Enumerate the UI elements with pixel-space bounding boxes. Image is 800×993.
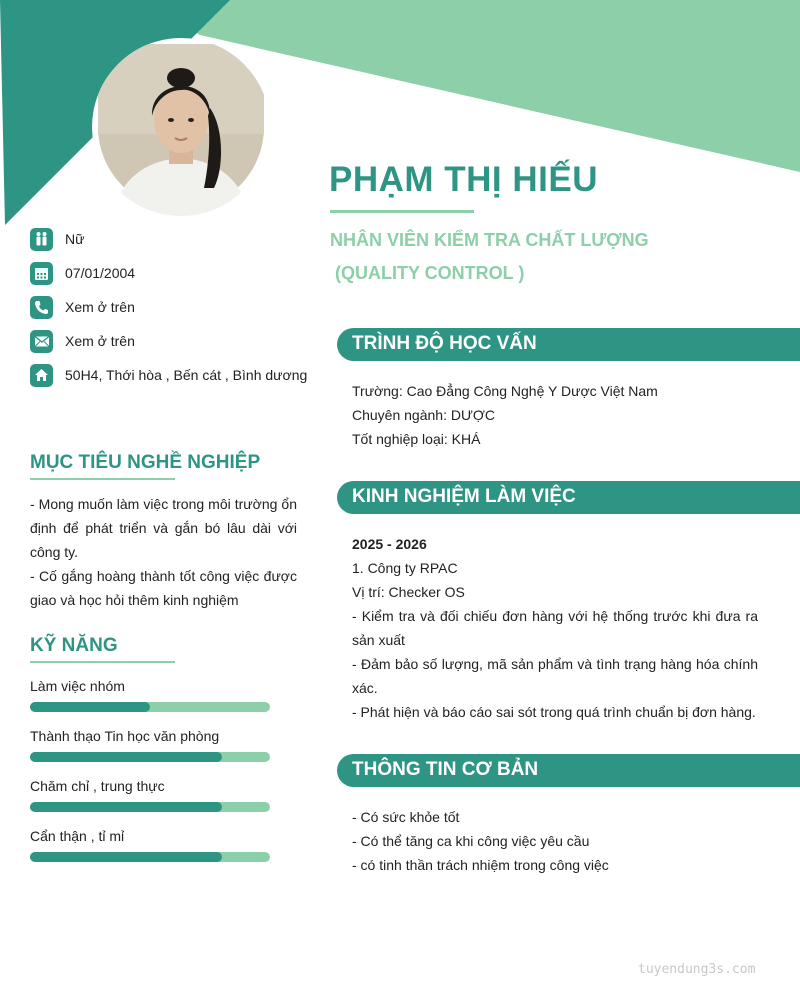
watermark: tuyendung3s.com	[638, 962, 756, 977]
contact-email	[30, 324, 307, 358]
contact-birthday-text: 07/01/2004	[65, 265, 136, 281]
skill-bar-fill	[30, 852, 222, 862]
skill-bar-fill	[30, 802, 222, 812]
candidate-name: PHẠM THỊ HIẾU	[329, 160, 598, 199]
contact-phone-text: Xem ở trên	[65, 299, 135, 315]
experience-line: - Kiểm tra và đối chiếu đơn hàng với hệ thống trước khi đưa ra sản xuất	[352, 608, 758, 648]
skills-heading: KỸ NĂNG	[30, 635, 118, 656]
skill-item	[30, 774, 270, 824]
mail-icon	[30, 330, 53, 353]
basic-info-heading-band	[337, 754, 800, 787]
skill-bar-fill	[30, 702, 150, 712]
home-icon	[30, 364, 53, 387]
contact-address	[30, 358, 307, 392]
experience-heading: KINH NGHIỆM LÀM VIỆC	[352, 486, 576, 507]
contact-gender	[30, 222, 307, 256]
education-line: Chuyên ngành: DƯỢC	[352, 407, 496, 423]
calendar-icon	[30, 262, 53, 285]
contact-email-text: Xem ở trên	[65, 333, 135, 349]
experience-line: - Phát hiện và báo cáo sai sót trong quá trình chuẩn bị đơn hàng.	[352, 704, 756, 720]
skill-bar	[30, 702, 270, 712]
skill-item	[30, 824, 270, 874]
objective-line: - Cố gắng hoàng thành tốt công việc được giao và học hỏi thêm kinh nghiệm	[30, 568, 297, 608]
avatar	[92, 38, 270, 216]
name-underline	[330, 210, 474, 213]
contact-phone	[30, 290, 307, 324]
experience-period: 2025 - 2026	[352, 536, 427, 552]
skills-list	[30, 674, 270, 874]
contact-address-text: 50H4, Thới hòa , Bến cát , Bình dương	[65, 367, 308, 383]
skill-label: Cẩn thận , tỉ mỉ	[30, 828, 125, 844]
basic-info-line: - Có thể tăng ca khi công việc yêu cầu	[352, 833, 590, 849]
gender-icon	[30, 228, 53, 251]
education-heading: TRÌNH ĐỘ HỌC VẤN	[352, 333, 537, 354]
objective-text	[30, 492, 297, 612]
basic-info-heading: THÔNG TIN CƠ BẢN	[352, 759, 539, 780]
skill-bar	[30, 852, 270, 862]
basic-info-line: - có tinh thần trách nhiệm trong công việc	[352, 857, 609, 873]
skill-label: Thành thạo Tin học văn phòng	[30, 728, 220, 744]
objective-heading: MỤC TIÊU NGHỀ NGHIỆP	[30, 452, 261, 473]
job-title	[330, 224, 649, 290]
skill-bar-fill	[30, 752, 222, 762]
objective-line: - Mong muốn làm việc trong môi trường ổn định để phát triển và gắn bó lâu dài với công ty.	[30, 496, 297, 560]
objective-underline	[30, 478, 175, 480]
education-line: Trường: Cao Đẳng Công Nghệ Y Dược Việt Nam	[352, 383, 658, 399]
education-heading-band	[337, 328, 800, 361]
basic-info-body	[352, 805, 758, 877]
skill-item	[30, 724, 270, 774]
experience-line: - Đảm bảo số lượng, mã sản phẩm và tình trạng hàng hóa chính xác.	[352, 656, 758, 696]
avatar-photo	[92, 38, 270, 216]
education-line: Tốt nghiệp loại: KHÁ	[352, 431, 481, 447]
skills-underline	[30, 661, 175, 663]
skill-bar	[30, 752, 270, 762]
phone-icon	[30, 296, 53, 319]
job-title-line-1: NHÂN VIÊN KIỂM TRA CHẤT LƯỢNG	[330, 230, 649, 250]
education-body	[352, 379, 758, 451]
experience-heading-band	[337, 481, 800, 514]
experience-line: 1. Công ty RPAC	[352, 560, 458, 576]
skill-label: Chăm chỉ , trung thực	[30, 778, 165, 794]
skill-item	[30, 674, 270, 724]
job-title-line-2: (QUALITY CONTROL )	[330, 263, 525, 283]
skill-label: Làm việc nhóm	[30, 678, 125, 694]
contact-list	[30, 222, 307, 392]
skill-bar	[30, 802, 270, 812]
experience-body	[352, 532, 758, 724]
contact-birthday	[30, 256, 307, 290]
experience-line: Vị trí: Checker OS	[352, 584, 465, 600]
contact-gender-text: Nữ	[65, 231, 85, 247]
basic-info-line: - Có sức khỏe tốt	[352, 809, 460, 825]
